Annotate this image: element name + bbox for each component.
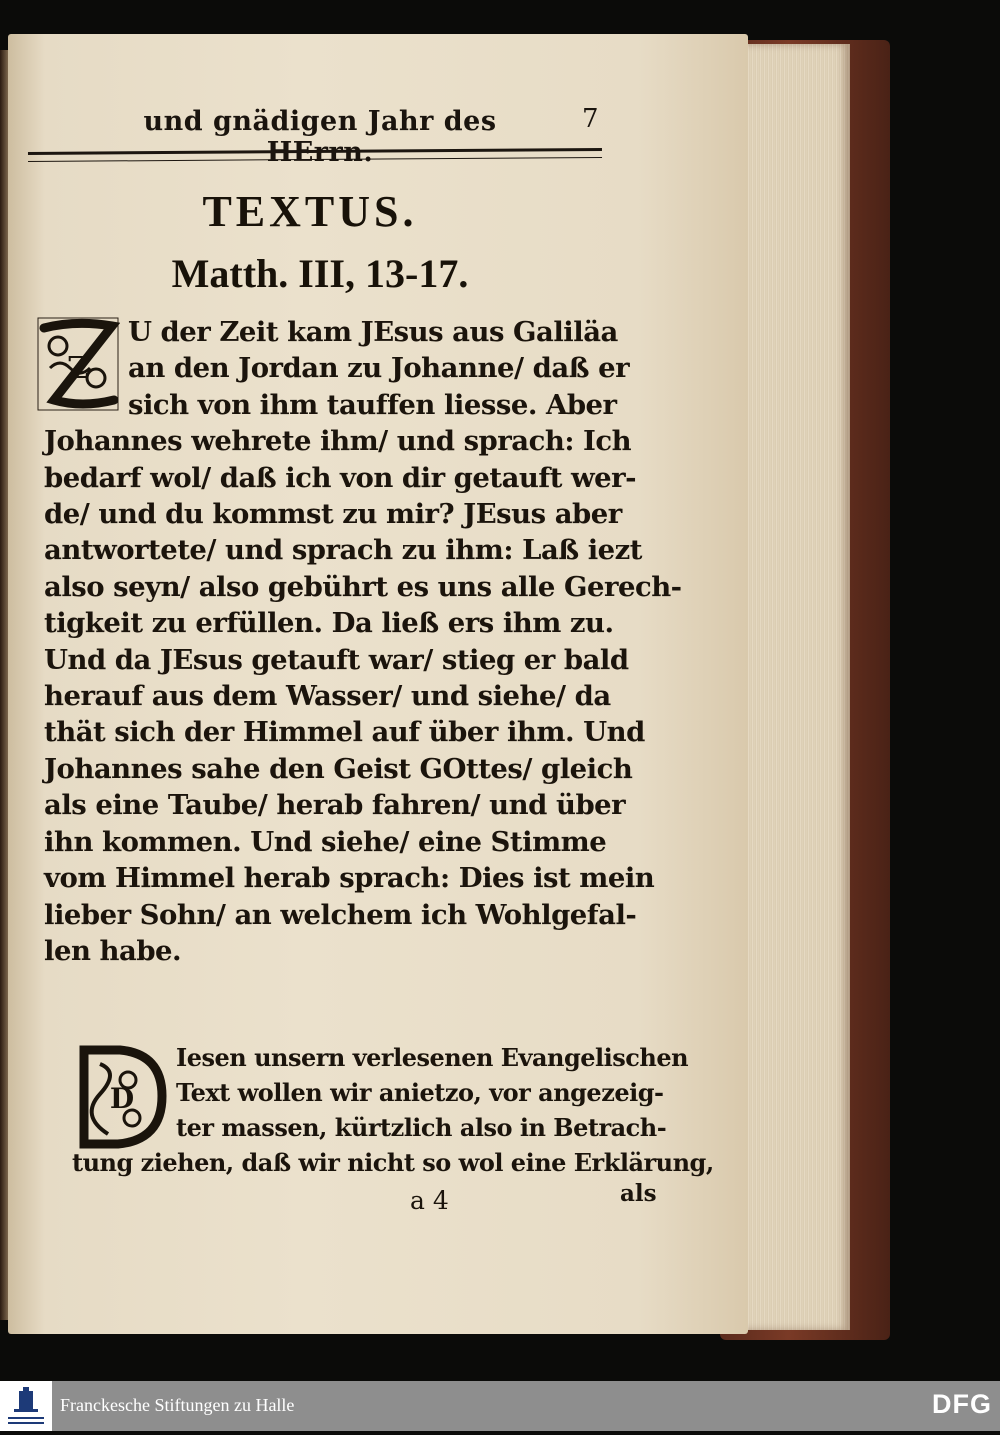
text-line: tung ziehen, daß wir nicht so wol eine Erklärung,: [72, 1148, 714, 1177]
text-line: tigkeit zu erfüllen. Da ließ ers ihm zu.: [44, 607, 614, 640]
scripture-reference: Matth. III, 13-17.: [171, 251, 469, 296]
svg-text:Z: Z: [67, 351, 89, 386]
franckesche-logo-icon: [0, 1381, 52, 1431]
text-line: Johannes wehrete ihm/ und sprach: Ich: [44, 425, 632, 458]
page-title: TEXTUS.: [202, 187, 418, 236]
page-edges: [738, 44, 850, 1330]
text-line: Johannes sahe den Geist GOttes/ gleich: [44, 752, 633, 785]
text-line: de/ und du kommst zu mir? JEsus aber: [44, 498, 622, 531]
text-line: lieber Sohn/ an welchem ich Wohlgefal-: [44, 898, 637, 931]
text-line: antwortete/ und sprach zu ihm: Laß iezt: [44, 534, 642, 567]
sermon-text: [72, 1040, 714, 1180]
svg-text:D: D: [109, 1082, 135, 1115]
running-head: und gnädigen Jahr des HErrn.: [143, 106, 497, 168]
text-line: len habe.: [44, 934, 182, 967]
text-line: thät sich der Himmel auf über ihm. Und: [44, 716, 645, 749]
text-line: herauf aus dem Wasser/ und siehe/ da: [44, 680, 611, 713]
text-line: Text wollen wir anietzo, vor angezeig-: [176, 1078, 664, 1107]
text-line: also seyn/ also gebührt es uns alle Gerech-: [44, 570, 682, 603]
catchword: als: [620, 1180, 657, 1207]
text-line: vom Himmel herab sprach: Dies ist mein: [44, 862, 655, 895]
text-line: Iesen unsern verlesenen Evangelischen: [176, 1043, 689, 1072]
text-line: als eine Taube/ herab fahren/ und über: [44, 789, 626, 822]
institution-logo[interactable]: [0, 1381, 52, 1431]
institution-name[interactable]: Franckesche Stiftungen zu Halle: [60, 1395, 295, 1415]
text-line: U der Zeit kam JEsus aus Galiläa: [128, 316, 618, 348]
text-line: ter massen, kürtzlich also in Betrach-: [176, 1113, 667, 1142]
text-line: bedarf wol/ daß ich von dir getauft wer-: [44, 461, 637, 494]
signature-mark: a 4: [410, 1186, 449, 1215]
gospel-text: [44, 314, 682, 969]
text-line: sich von ihm tauffen liesse. Aber: [128, 388, 617, 421]
footer-bar: [0, 1381, 1000, 1431]
text-line: Und da JEsus getauft war/ stieg er bald: [44, 643, 629, 676]
dfg-logo[interactable]: DFG: [932, 1389, 992, 1419]
text-line: ihn kommen. Und siehe/ eine Stimme: [44, 825, 607, 858]
text-line: an den Jordan zu Johanne/ daß er: [128, 352, 630, 385]
page-number: 7: [582, 104, 599, 134]
